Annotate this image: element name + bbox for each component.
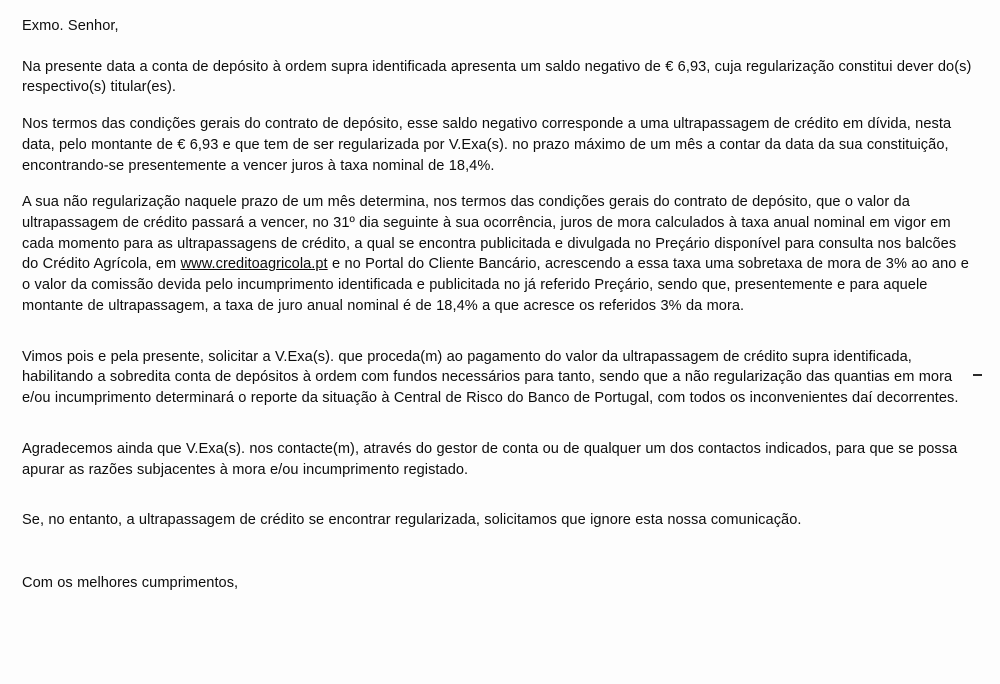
salutation-paragraph: Exmo. Senhor,: [22, 18, 119, 34]
paragraph-default-interest-part2: e no Portal do Cliente Bancário, acrescendo a essa taxa uma sobretaxa de mora de 3% ao ano e o valor da comissão devida pelo incumprimento identificada e publicitada no já referido Preçário, sendo que, presentemente e para aquele montante de ultrapassagem, a taxa de juro anual nominal é de 18,4% a que acresce os referidos 3% da mora.: [22, 256, 969, 314]
closing-paragraph: Com os melhores cumprimentos,: [22, 574, 239, 591]
paragraph-already-settled: Se, no entanto, a ultrapassagem de crédito se encontrar regularizada, solicitamos que ignore esta nossa comunicação.: [22, 512, 802, 529]
paragraph-payment-request: Vimos pois e pela presente, solicitar a V.Exa(s). que proceda(m) ao pagamento do valor da ultrapassagem de crédito supra identificada, habilitando a sobredita conta de depósitos à ordem com fundos necessários para tanto, sendo que a não regularização das quantias em mora e/ou incumprimento determinará o reporte da situação à Central de Risco do Banco de Portugal, com todos os inconvenientes daí decorrentes.: [22, 348, 959, 407]
website-link[interactable]: www.creditoagricola.pt: [180, 256, 328, 273]
scan-artifact-mark: [973, 374, 982, 376]
paragraph-balance-notice: Na presente data a conta de depósito à ordem supra identificada apresenta um saldo negativo de € 6,93, cuja regularização constitui dever do(s) respectivo(s) titular(es).: [22, 58, 972, 96]
letter-body: [22, 16, 974, 610]
scan-edge: [0, 0, 1000, 3]
paragraph-default-interest: [22, 192, 974, 316]
paragraph-credit-overrun-terms: Nos termos das condições gerais do contrato de depósito, esse saldo negativo corresponde a uma ultrapassagem de crédito em dívida, nesta data, pelo montante de € 6,93 e que tem de ser regularizada por V.Exa(s). no prazo máximo de um mês a contar da data da sua constituição, encontrando-se presentemente a vencer juros à taxa nominal de 18,4%.: [22, 116, 952, 174]
paragraph-contact-request: Agradecemos ainda que V.Exa(s). nos contacte(m), através do gestor de conta ou de qualquer um dos contactos indicados, para que se possa apurar as razões subjacentes à mora e/ou incumprimento registado.: [22, 440, 958, 478]
paragraph-default-interest-part1: A sua não regularização naquele prazo de um mês determina, nos termos das condições gerais do contrato de depósito, que o valor da ultrapassagem de crédito passará a vencer, no 31º dia seguinte à sua ocorrência, juros de mora calculados à taxa anual nominal em vigor em cada momento para as ultrapassagens de crédito, a qual se encontra publicitada e divulgada no Preçário disponível para consulta nos balcões do Crédito Agrícola, em: [22, 194, 957, 273]
